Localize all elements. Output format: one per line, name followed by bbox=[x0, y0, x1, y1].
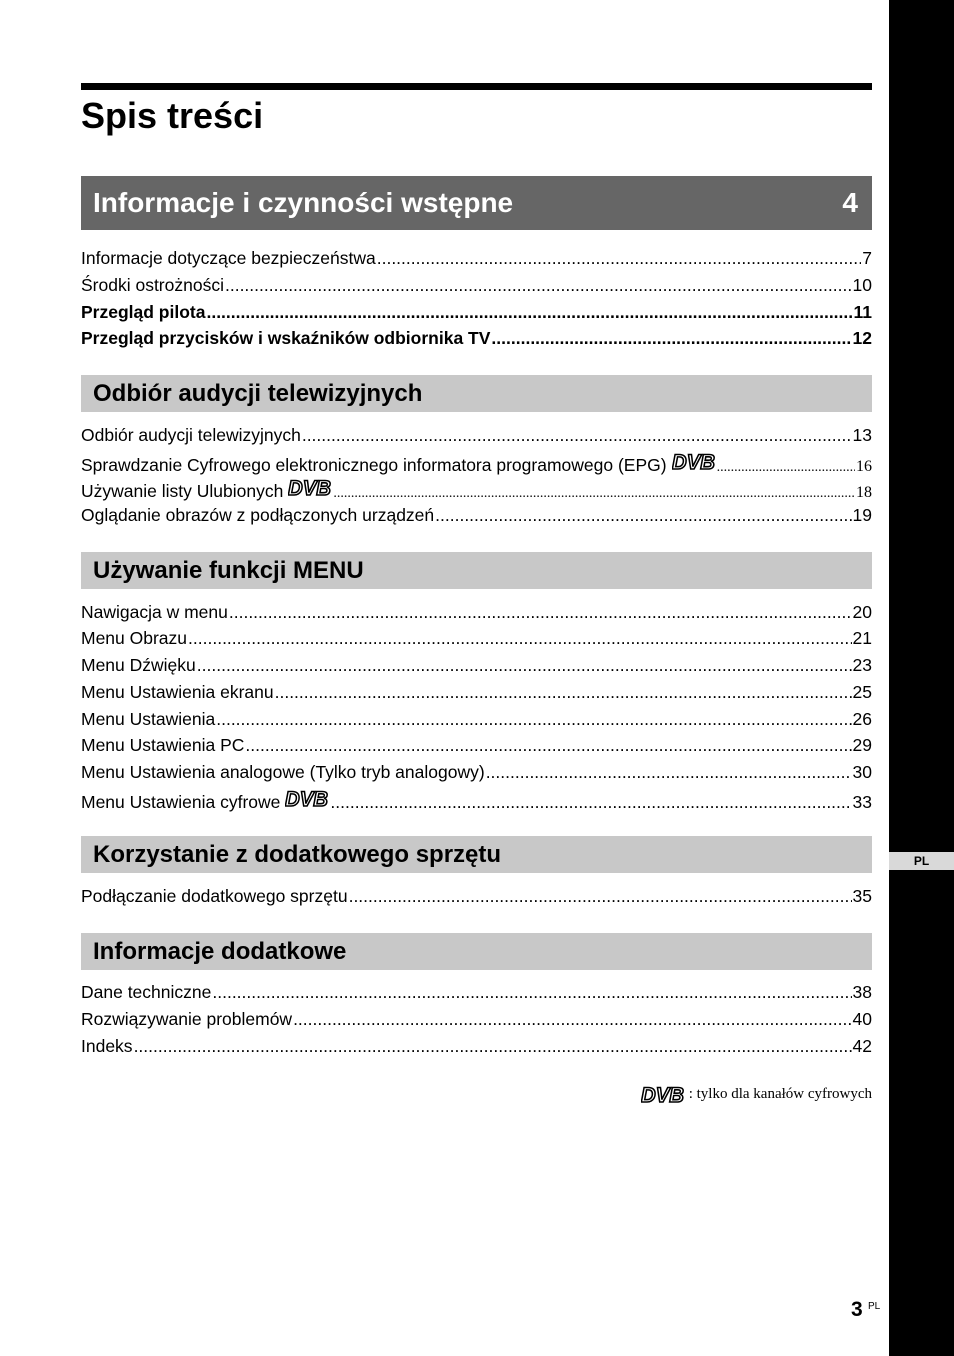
toc-leader bbox=[491, 327, 851, 349]
section-title: Informacje dodatkowe bbox=[93, 937, 347, 965]
toc-page: 29 bbox=[852, 735, 872, 755]
toc-page: 16 bbox=[856, 458, 872, 475]
svg-text:DVB: DVB bbox=[285, 788, 329, 808]
toc-label: Przegląd pilota bbox=[81, 302, 206, 322]
toc-entry[interactable] bbox=[81, 885, 872, 907]
toc-page: 20 bbox=[852, 602, 872, 622]
toc-page: 23 bbox=[852, 655, 872, 675]
toc-label: Używanie listy Ulubionych bbox=[81, 481, 284, 501]
toc-page: 35 bbox=[852, 886, 872, 906]
toc-label: Indeks bbox=[81, 1036, 133, 1056]
toc-leader bbox=[435, 504, 851, 526]
toc-entry[interactable] bbox=[81, 708, 872, 730]
dvb-legend bbox=[641, 1082, 872, 1106]
side-tab bbox=[889, 0, 954, 1356]
dvb-logo-icon bbox=[288, 477, 332, 497]
toc-leader bbox=[377, 247, 862, 269]
toc-leader bbox=[229, 601, 852, 623]
page-title: Spis treści bbox=[81, 95, 264, 136]
toc-leader bbox=[330, 791, 851, 813]
language-badge: PL bbox=[889, 852, 954, 870]
toc-entry[interactable] bbox=[81, 504, 872, 526]
section-header-tv-reception bbox=[81, 375, 872, 412]
toc-page: 33 bbox=[852, 792, 872, 812]
toc-leader bbox=[212, 981, 851, 1003]
toc-page: 19 bbox=[852, 505, 872, 525]
toc-label: Sprawdzanie Cyfrowego elektronicznego informatora programowego (EPG) bbox=[81, 455, 667, 475]
toc-entry[interactable] bbox=[81, 734, 872, 756]
toc-label: Przegląd przycisków i wskaźników odbiornika TV bbox=[81, 328, 491, 348]
toc-page: 7 bbox=[862, 248, 872, 268]
legend-text: : tylko dla kanałów cyfrowych bbox=[688, 1085, 872, 1102]
toc-leader bbox=[293, 1008, 851, 1030]
toc-leader bbox=[717, 457, 855, 479]
toc-leader bbox=[349, 885, 852, 907]
section-header-introduction bbox=[81, 176, 872, 230]
toc-page: 40 bbox=[852, 1009, 872, 1029]
toc-entry[interactable] bbox=[81, 424, 872, 446]
toc-label: Menu Ustawienia analogowe (Tylko tryb analogowy) bbox=[81, 762, 485, 782]
toc-leader bbox=[188, 627, 852, 649]
toc-label: Informacje dotyczące bezpieczeństwa bbox=[81, 248, 376, 268]
toc-label: Menu Ustawienia ekranu bbox=[81, 682, 274, 702]
svg-text:DVB: DVB bbox=[288, 477, 332, 497]
toc-page: 12 bbox=[852, 328, 872, 348]
toc-leader bbox=[206, 301, 852, 323]
toc-page: 38 bbox=[852, 982, 872, 1002]
toc-leader bbox=[302, 424, 852, 446]
toc-entry[interactable] bbox=[81, 451, 872, 473]
toc-label: Oglądanie obrazów z podłączonych urządzeń bbox=[81, 505, 435, 525]
toc-leader bbox=[486, 761, 852, 783]
toc-label: Menu Ustawienia cyfrowe bbox=[81, 792, 281, 812]
toc-entry[interactable] bbox=[81, 477, 872, 499]
toc-label: Rozwiązywanie problemów bbox=[81, 1009, 293, 1029]
toc-page: 10 bbox=[852, 275, 872, 295]
toc-label: Menu Ustawienia PC bbox=[81, 735, 245, 755]
toc-page: 18 bbox=[856, 484, 872, 501]
toc-leader bbox=[197, 654, 852, 676]
svg-text:DVB: DVB bbox=[640, 1084, 684, 1104]
toc-leader bbox=[134, 1035, 852, 1057]
toc-entry[interactable] bbox=[81, 601, 872, 623]
toc-leader bbox=[216, 708, 851, 730]
title-rule bbox=[81, 83, 872, 90]
toc-leader bbox=[245, 734, 851, 756]
toc-entry[interactable] bbox=[81, 761, 872, 783]
toc-entry[interactable] bbox=[81, 1035, 872, 1057]
toc-entry[interactable] bbox=[81, 981, 872, 1003]
toc-label: Podłączanie dodatkowego sprzętu bbox=[81, 886, 348, 906]
toc-label: Menu Obrazu bbox=[81, 628, 188, 648]
dvb-logo-icon bbox=[672, 451, 716, 471]
section-header-additional-info bbox=[81, 933, 872, 970]
toc-entry[interactable] bbox=[81, 627, 872, 649]
section-title: Odbiór audycji telewizyjnych bbox=[93, 379, 423, 407]
toc-entry[interactable] bbox=[81, 654, 872, 676]
toc-entry[interactable] bbox=[81, 301, 872, 323]
toc-leader bbox=[275, 681, 852, 703]
toc-page: 13 bbox=[852, 425, 872, 445]
toc-leader bbox=[225, 274, 852, 296]
toc-page: 30 bbox=[852, 762, 872, 782]
toc-label: Środki ostrożności bbox=[81, 275, 224, 295]
section-page: 4 bbox=[842, 187, 858, 218]
toc-page: 42 bbox=[852, 1036, 872, 1056]
toc-page: 11 bbox=[853, 302, 872, 322]
page-number: 3 bbox=[851, 1298, 863, 1321]
toc-label: Dane techniczne bbox=[81, 982, 212, 1002]
toc-entry[interactable] bbox=[81, 788, 872, 810]
toc-page: 25 bbox=[852, 682, 872, 702]
toc-entry[interactable] bbox=[81, 274, 872, 296]
toc-entry[interactable] bbox=[81, 247, 872, 269]
toc-label: Nawigacja w menu bbox=[81, 602, 228, 622]
toc-leader bbox=[333, 483, 855, 505]
svg-text:DVB: DVB bbox=[671, 451, 715, 471]
toc-label: Odbiór audycji telewizyjnych bbox=[81, 425, 301, 445]
toc-entry[interactable] bbox=[81, 327, 872, 349]
section-header-menu bbox=[81, 552, 872, 589]
toc-page: 26 bbox=[852, 709, 872, 729]
section-title: Korzystanie z dodatkowego sprzętu bbox=[93, 840, 502, 868]
dvb-logo-icon bbox=[641, 1084, 685, 1104]
toc-page: 21 bbox=[852, 628, 872, 648]
section-header-extra-equipment bbox=[81, 836, 872, 873]
toc-entry[interactable] bbox=[81, 681, 872, 703]
toc-label: Menu Ustawienia bbox=[81, 709, 216, 729]
dvb-logo-icon bbox=[285, 788, 329, 808]
toc-entry[interactable] bbox=[81, 1008, 872, 1030]
section-title: Informacje i czynności wstępne bbox=[93, 187, 514, 218]
toc-label: Menu Dźwięku bbox=[81, 655, 196, 675]
section-title: Używanie funkcji MENU bbox=[93, 556, 364, 584]
page-language: PL bbox=[868, 1301, 881, 1312]
